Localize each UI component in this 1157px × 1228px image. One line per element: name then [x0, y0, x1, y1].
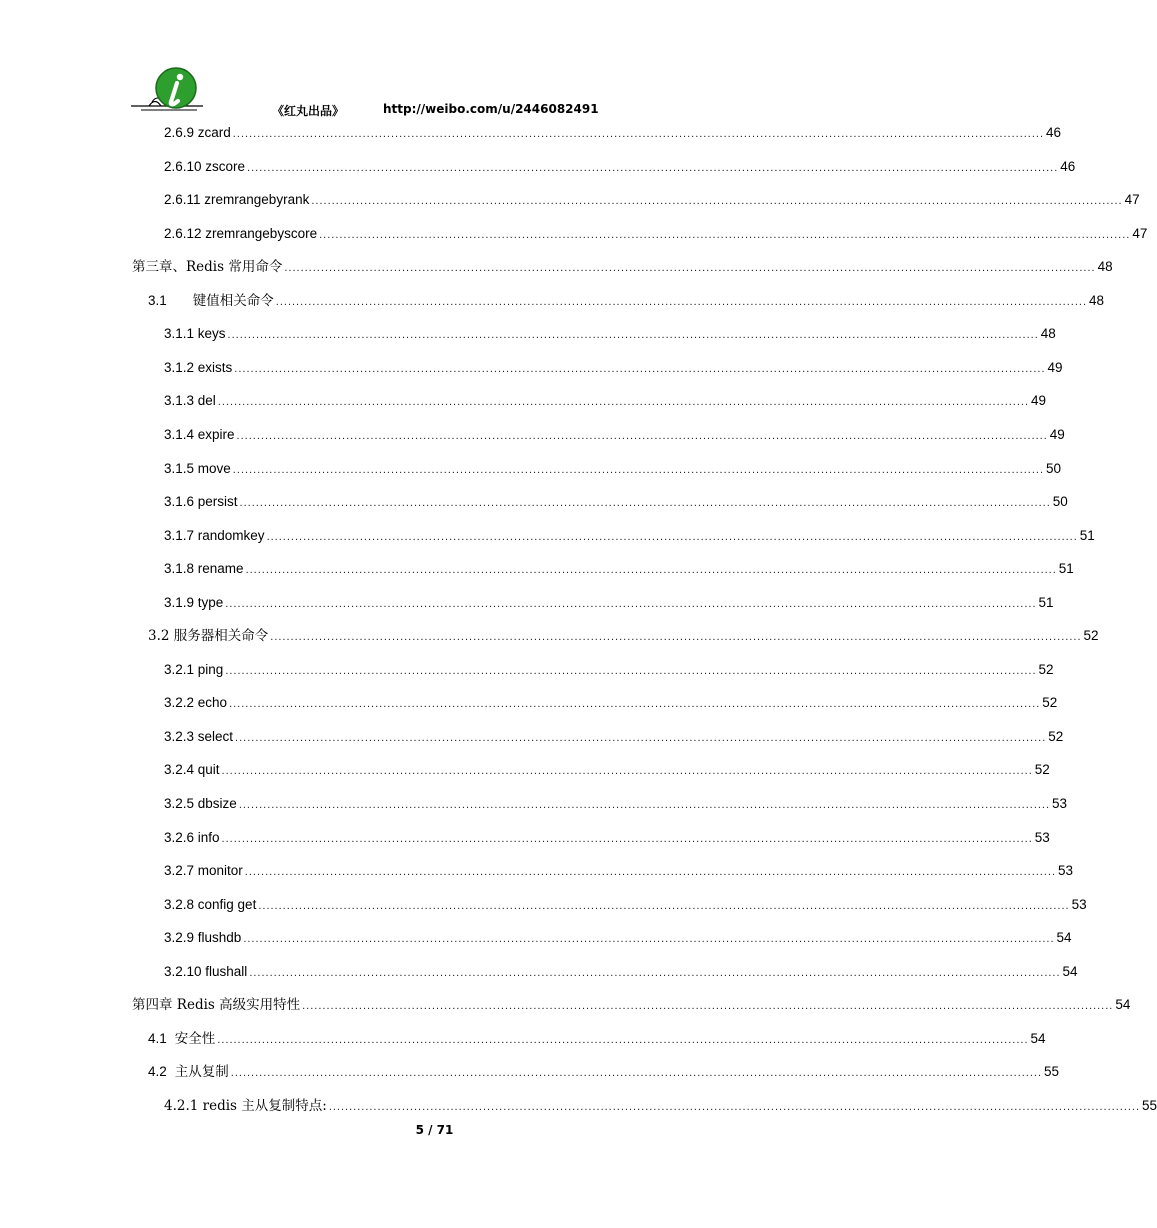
- toc-entry-title: [164, 526, 267, 546]
- toc-entry-page: 48: [1040, 326, 1056, 341]
- toc-entry[interactable]: [164, 727, 1064, 747]
- toc-entry-page: 46: [1046, 125, 1062, 140]
- toc-entry-label: 3.1.8 rename: [164, 561, 244, 576]
- toc-entry-page: 52: [1048, 729, 1064, 744]
- toc-entry-page: 49: [1049, 427, 1065, 442]
- toc-leader-dots: ........................................................................................................................................................................................................: [227, 329, 1039, 341]
- toc-entry-title: [164, 190, 311, 210]
- toc-entry-label: 键值相关命令: [192, 293, 274, 309]
- toc-entry-label: 3.2.10 flushall: [164, 964, 248, 979]
- toc-entry-page: 47: [1124, 192, 1140, 207]
- toc-entry[interactable]: [164, 1096, 1157, 1116]
- toc-leader-dots: ........................................................................................................................................................................................................: [311, 195, 1123, 207]
- toc-entry-page: 48: [1097, 259, 1113, 274]
- toc-entry-label: 第四章 Redis 高级实用特性: [132, 997, 301, 1013]
- toc-entry-page: 50: [1046, 461, 1062, 476]
- toc-entry-title: [164, 559, 246, 579]
- toc-leader-dots: ........................................................................................................................................................................................................: [232, 128, 1045, 140]
- toc-entry-page: 54: [1056, 930, 1072, 945]
- toc-entry[interactable]: [164, 492, 1068, 512]
- toc-entry[interactable]: [164, 760, 1050, 780]
- toc-entry-title: [164, 794, 239, 814]
- toc-entry-number: 3.1: [148, 293, 167, 308]
- toc-leader-dots: ........................................................................................................................................................................................................: [328, 1101, 1141, 1113]
- toc-entry-label: 3.2.5 dbsize: [164, 796, 237, 811]
- toc-entry[interactable]: [164, 559, 1074, 579]
- toc-entry-page: 53: [1034, 830, 1050, 845]
- page-number: 5 / 71: [415, 1123, 454, 1137]
- toc-entry-title: [164, 425, 237, 445]
- toc-leader-dots: ........................................................................................................................................................................................................: [238, 799, 1051, 811]
- toc-leader-dots: ........................................................................................................................................................................................................: [225, 598, 1037, 610]
- toc-entry-label: 2.6.12 zremrangebyscore: [164, 226, 318, 241]
- toc-leader-dots: ........................................................................................................................................................................................................: [239, 497, 1051, 509]
- toc-entry-label: 3.1.4 expire: [164, 427, 235, 442]
- toc-entry[interactable]: [164, 425, 1065, 445]
- toc-leader-dots: ........................................................................................................................................................................................................: [236, 430, 1048, 442]
- toc-entry[interactable]: [148, 291, 1105, 311]
- toc-entry-title: [164, 693, 229, 713]
- toc-leader-dots: ........................................................................................................................................................................................................: [221, 833, 1033, 845]
- toc-entry[interactable]: [148, 626, 1099, 646]
- toc-entry[interactable]: [164, 459, 1062, 479]
- toc-leader-dots: ........................................................................................................................................................................................................: [221, 765, 1033, 777]
- toc-entry-page: 50: [1052, 494, 1068, 509]
- toc-entry[interactable]: [164, 224, 1148, 244]
- toc-entry-title: [164, 492, 240, 512]
- toc-entry-title: [132, 257, 284, 277]
- toc-entry-page: 53: [1071, 897, 1087, 912]
- toc-entry-page: 54: [1030, 1031, 1046, 1046]
- toc-entry-label: 2.6.11 zremrangebyrank: [164, 192, 310, 207]
- toc-leader-dots: ........................................................................................................................................................................................................: [234, 363, 1046, 375]
- toc-entry-label: 3.2.2 echo: [164, 695, 228, 710]
- toc-entry[interactable]: [132, 995, 1131, 1015]
- toc-entry-number: 4.1: [148, 1031, 167, 1046]
- toc-entry[interactable]: [164, 660, 1054, 680]
- toc-entry-title: [164, 224, 319, 244]
- toc-entry-label: 安全性: [174, 1031, 216, 1047]
- toc-leader-dots: ........................................................................................................................................................................................................: [249, 967, 1061, 979]
- toc-entry-page: 47: [1132, 226, 1148, 241]
- toc-leader-dots: ........................................................................................................................................................................................................: [244, 866, 1057, 878]
- toc-entry-page: 46: [1060, 159, 1076, 174]
- toc-entry-title: [164, 962, 249, 982]
- toc-entry[interactable]: [164, 794, 1068, 814]
- toc-entry[interactable]: [164, 324, 1056, 344]
- page-header: [0, 0, 869, 130]
- toc-entry-label: 3.1.6 persist: [164, 494, 238, 509]
- toc-leader-dots: ........................................................................................................................................................................................................: [243, 933, 1055, 945]
- toc-entry[interactable]: [164, 928, 1072, 948]
- toc-entry[interactable]: [164, 593, 1054, 613]
- toc-entry-label: 3.1.2 exists: [164, 360, 233, 375]
- toc-entry[interactable]: [132, 257, 1113, 277]
- toc-entry-page: 52: [1034, 762, 1050, 777]
- toc-entry-label: 3.1.5 move: [164, 461, 231, 476]
- toc-entry-title: [164, 1096, 329, 1116]
- toc-leader-dots: ........................................................................................................................................................................................................: [247, 162, 1059, 174]
- toc-entry[interactable]: [164, 391, 1047, 411]
- toc-entry-page: 49: [1047, 360, 1063, 375]
- toc-entry-page: 54: [1115, 997, 1131, 1012]
- toc-entry-title: [164, 157, 247, 177]
- toc-entry-label: 3.2.6 info: [164, 830, 220, 845]
- toc-entry-label: 第三章、Redis 常用命令: [132, 259, 283, 275]
- toc-entry-title: [148, 1062, 231, 1082]
- toc-entry-label: 2.6.10 zscore: [164, 159, 246, 174]
- toc-leader-dots: ........................................................................................................................................................................................................: [232, 464, 1045, 476]
- toc-entry-title: [164, 760, 222, 780]
- toc-entry-title: [164, 828, 222, 848]
- toc-entry-page: 48: [1089, 293, 1105, 308]
- toc-leader-dots: ........................................................................................................................................................................................................: [217, 1034, 1029, 1046]
- toc-entry[interactable]: [164, 693, 1058, 713]
- toc-entry-label: 3.2 服务器相关命令: [148, 628, 269, 644]
- toc-entry[interactable]: [164, 123, 1062, 143]
- toc-entry-page: 52: [1038, 662, 1054, 677]
- toc-entry[interactable]: [164, 962, 1078, 982]
- toc-leader-dots: ........................................................................................................................................................................................................: [230, 1067, 1043, 1079]
- toc-leader-dots: ........................................................................................................................................................................................................: [319, 229, 1131, 241]
- toc-entry[interactable]: [148, 1029, 1046, 1049]
- info-icon: [131, 66, 207, 114]
- toc-entry-page: 52: [1083, 628, 1099, 643]
- header-title: 《红丸出品》: [272, 104, 345, 118]
- toc-entry-label: 4.2.1 redis 主从复制特点:: [164, 1098, 327, 1114]
- toc-entry-title: [132, 995, 302, 1015]
- toc-entry-title: [164, 895, 258, 915]
- toc-leader-dots: ........................................................................................................................................................................................................: [284, 262, 1096, 274]
- toc-leader-dots: ........................................................................................................................................................................................................: [225, 665, 1037, 677]
- toc-entry[interactable]: [164, 861, 1074, 881]
- toc-entry-page: 55: [1044, 1064, 1060, 1079]
- toc-entry-label: 3.2.7 monitor: [164, 863, 243, 878]
- toc-entry-title: [148, 1029, 217, 1049]
- toc-entry[interactable]: [164, 358, 1063, 378]
- toc-entry-number: 4.2: [148, 1064, 167, 1079]
- toc-entry-page: 51: [1038, 595, 1054, 610]
- toc-entry-label: 3.2.4 quit: [164, 762, 220, 777]
- toc-entry-title: [164, 459, 233, 479]
- toc-entry-label: 3.1.3 del: [164, 393, 216, 408]
- toc-entry-title: [164, 660, 225, 680]
- toc-entry-title: [164, 358, 234, 378]
- toc-entry-label: 3.1.9 type: [164, 595, 224, 610]
- toc-leader-dots: ........................................................................................................................................................................................................: [245, 564, 1057, 576]
- toc-entry-page: 51: [1058, 561, 1074, 576]
- toc-entry-page: 53: [1052, 796, 1068, 811]
- toc-leader-dots: ........................................................................................................................................................................................................: [235, 732, 1047, 744]
- toc-entry-page: 55: [1142, 1098, 1157, 1113]
- toc-leader-dots: ........................................................................................................................................................................................................: [266, 531, 1078, 543]
- toc-leader-dots: ........................................................................................................................................................................................................: [270, 631, 1082, 643]
- toc-leader-dots: ........................................................................................................................................................................................................: [302, 1000, 1114, 1012]
- toc-entry-label: 2.6.9 zcard: [164, 125, 231, 140]
- toc-entry[interactable]: [164, 190, 1140, 210]
- toc-entry-title: [148, 291, 276, 311]
- toc-entry-label: 主从复制: [174, 1064, 229, 1080]
- toc-entry-label: 3.2.8 config get: [164, 897, 257, 912]
- toc-leader-dots: ........................................................................................................................................................................................................: [217, 396, 1030, 408]
- toc-entry[interactable]: [164, 828, 1050, 848]
- toc-entry[interactable]: [148, 1062, 1060, 1082]
- toc-entry-label: 3.2.1 ping: [164, 662, 224, 677]
- toc-entry-label: 3.1.7 randomkey: [164, 528, 265, 543]
- toc-entry[interactable]: [164, 157, 1076, 177]
- toc-entry-title: [164, 324, 228, 344]
- toc-leader-dots: ........................................................................................................................................................................................................: [229, 698, 1041, 710]
- toc-leader-dots: ........................................................................................................................................................................................................: [275, 296, 1088, 308]
- toc-entry-page: 53: [1058, 863, 1074, 878]
- toc-entry-title: [164, 593, 225, 613]
- toc-entry-title: [164, 123, 233, 143]
- toc-entry[interactable]: [164, 526, 1095, 546]
- toc-entry-page: 52: [1042, 695, 1058, 710]
- toc-entry[interactable]: [164, 895, 1087, 915]
- toc-entry-title: [164, 727, 235, 747]
- toc-entry-title: [164, 928, 243, 948]
- toc-entry-page: 51: [1079, 528, 1095, 543]
- toc-entry-title: [164, 391, 218, 411]
- toc-leader-dots: ........................................................................................................................................................................................................: [258, 900, 1070, 912]
- toc-entry-label: 3.2.9 flushdb: [164, 930, 242, 945]
- toc-entry-title: [148, 626, 270, 646]
- toc-entry-label: 3.1.1 keys: [164, 326, 226, 341]
- toc-entry-page: 49: [1031, 393, 1047, 408]
- toc-entry-title: [164, 861, 245, 881]
- toc-entry-label: 3.2.3 select: [164, 729, 234, 744]
- toc-entry-page: 54: [1062, 964, 1078, 979]
- header-url[interactable]: http://weibo.com/u/2446082491: [383, 102, 599, 116]
